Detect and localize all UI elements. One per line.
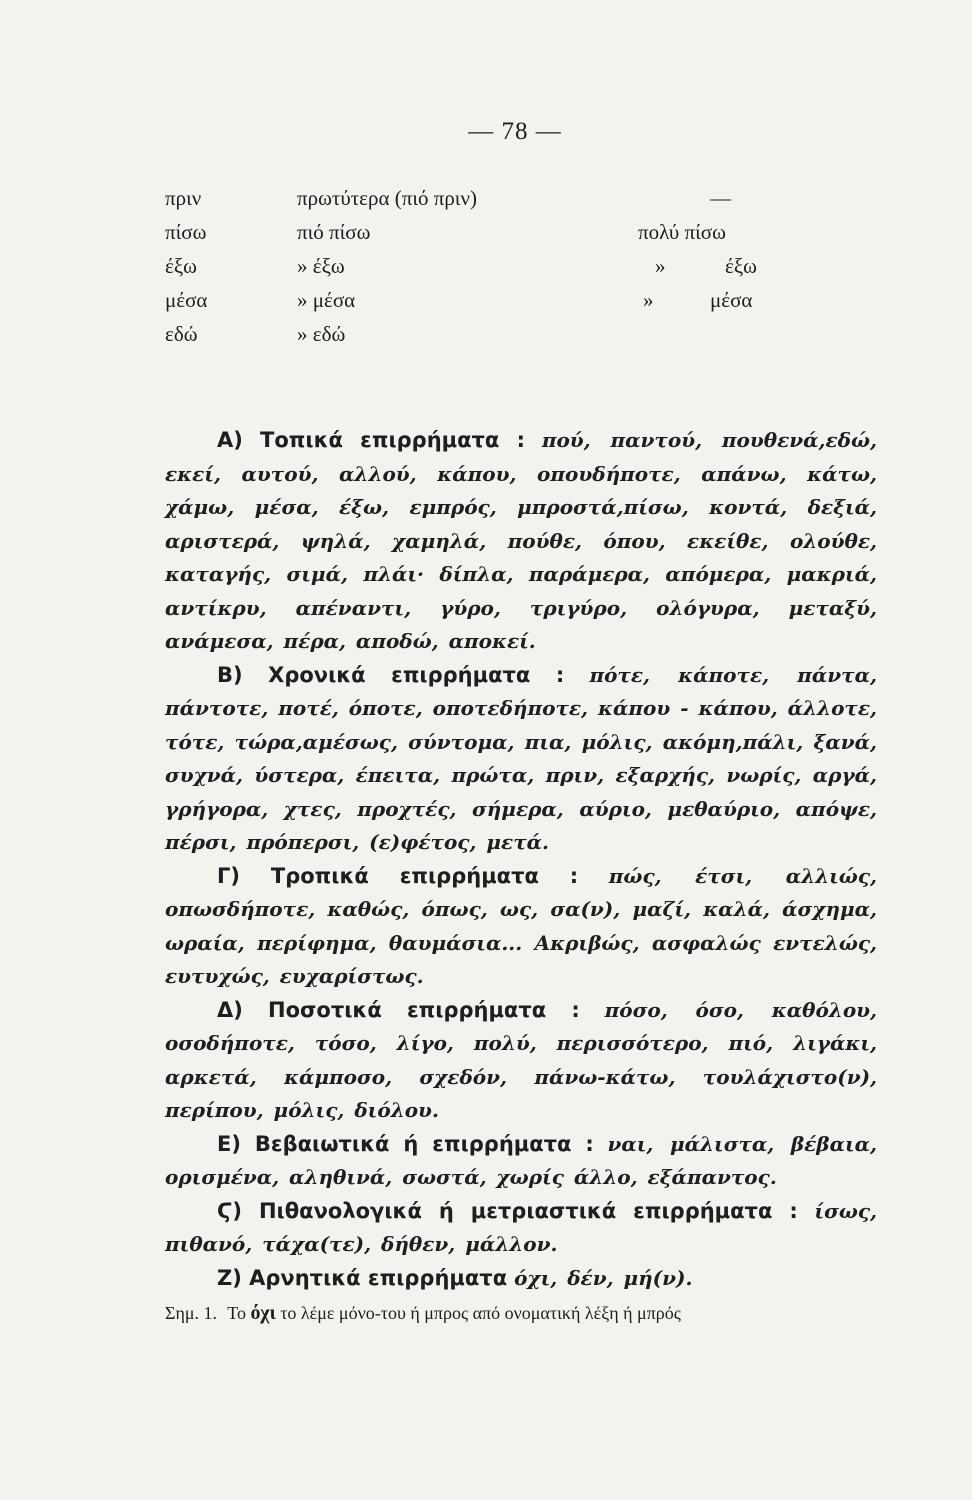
footnote <box>165 1302 885 1325</box>
section-probability-adverbs <box>165 1195 877 1262</box>
positive-degree: πίσω <box>165 220 207 244</box>
ditto-mark: » <box>643 288 654 312</box>
section-time-adverbs <box>165 659 877 860</box>
positive-degree: μέσα <box>165 288 208 312</box>
comparative-degree: » εδώ <box>297 322 346 346</box>
section-heading: Ϛ) Πιθανολογικά ή μετριαστικά επιρρήματα : <box>217 1198 798 1223</box>
footnote-text-start: Το <box>227 1303 246 1323</box>
section-text: πόσο, όσο, καθόλου, οσοδήποτε, τόσο, λίγο, πολύ, περισσότερο, πιό, λιγάκι, αρκετά, κάμποσο, σχεδόν, πάνω-κάτω, τουλάχιστο(ν), περίπου, μόλις, διόλου. <box>165 997 878 1122</box>
footnote-keyword: όχι <box>250 1302 276 1324</box>
page-number: — 78 — <box>468 118 562 145</box>
comparison-row <box>165 186 865 220</box>
section-heading: Δ) Ποσοτικά επιρρήματα : <box>217 997 580 1022</box>
section-local-adverbs <box>165 424 877 659</box>
comparison-table <box>165 186 865 356</box>
superlative-degree: — <box>710 186 731 210</box>
comparative-degree: » μέσα <box>297 288 356 312</box>
section-text: ναι, μάλιστα, βέβαια, ορισμένα, αληθινά, σωστά, χωρίς άλλο, εξάπαντος. <box>165 1131 878 1189</box>
section-affirmative-adverbs <box>165 1128 877 1195</box>
section-heading: Ε) Βεβαιωτικά ή επιρρήματα : <box>217 1131 594 1156</box>
section-heading: Β) Χρονικά επιρρήματα : <box>217 662 565 687</box>
comparison-row <box>165 288 865 322</box>
section-text: ίσως, πιθανό, τάχα(τε), δήθεν, μάλλον. <box>165 1198 877 1256</box>
positive-degree: εδώ <box>165 322 198 346</box>
positive-degree: πριν <box>165 186 202 210</box>
section-quantity-adverbs <box>165 994 877 1128</box>
section-text: πώς, έτσι, αλλιώς, οπωσδήποτε, καθώς, όπως, ως, σα(ν), μαζί, καλά, άσχημα, ωραία, περίφημα, θαυμάσια... Ακριβώς, ασφαλώς εντελώς, ευτυχώς, ευχαρίστως. <box>165 863 877 988</box>
adverb-sections <box>165 424 877 1295</box>
section-heading: Γ) Τροπικά επιρρήματα : <box>217 863 579 888</box>
comparison-row <box>165 322 865 356</box>
superlative-degree: μέσα <box>710 288 753 312</box>
footnote-text-rest: το λέμε μόνο-του ή μπρος από ονοματική λέξη ή μπρός <box>280 1303 681 1323</box>
section-manner-adverbs <box>165 860 877 994</box>
superlative-degree: πολύ πίσω <box>638 220 726 244</box>
comparative-degree: πιό πίσω <box>297 220 371 244</box>
section-heading: Α) Τοπικά επιρρήματα : <box>217 428 525 452</box>
footnote-label: Σημ. 1. <box>165 1303 218 1323</box>
superlative-degree: έξω <box>725 254 758 278</box>
positive-degree: έξω <box>165 254 198 278</box>
section-heading: Ζ) Αρνητικά επιρρήματα <box>217 1265 508 1290</box>
comparative-degree: » έξω <box>297 254 345 278</box>
comparison-row <box>165 220 865 254</box>
ditto-mark: » <box>655 254 666 278</box>
comparison-row <box>165 254 865 288</box>
section-negative-adverbs <box>165 1262 877 1296</box>
section-text: πότε, κάποτε, πάντα, πάντοτε, ποτέ, όποτε, οποτεδήποτε, κάπου - κάπου, άλλοτε, τότε, τώρα,αμέσως, σύντομα, πια, μόλις, ακόμη,πάλι, ξανά, συχνά, ύστερα, έπειτα, πρώτα, πριν, εξαρχής, νωρίς, αργά, γρήγορα, χτες, προχτές, σήμερα, αύριο, μεθαύριο, απόψε, πέρσι, πρόπερσι, (ε)φέτος, μετά. <box>165 662 877 854</box>
section-text: πού, παντού, πουθενά,εδώ, εκεί, αυτού, αλλού, κάπου, οπουδήποτε, απάνω, κάτω, χάμω, μέσα, έξω, εμπρός, μπροστά,πίσω, κοντά, δεξιά, αριστερά, ψηλά, χαμηλά, πούθε, όπου, εκείθε, ολούθε, καταγής, σιμά, πλάι· δίπλα, παράμερα, απόμερα, μακριά, αντίκρυ, απέναντι, γύρο, τριγύρο, ολόγυρα, μεταξύ, ανάμεσα, πέρα, αποδώ, αποκεί. <box>165 428 877 653</box>
section-text: όχι, δέν, μή(ν). <box>514 1265 693 1290</box>
comparative-degree: πρωτύτερα (πιό πριν) <box>297 186 477 210</box>
